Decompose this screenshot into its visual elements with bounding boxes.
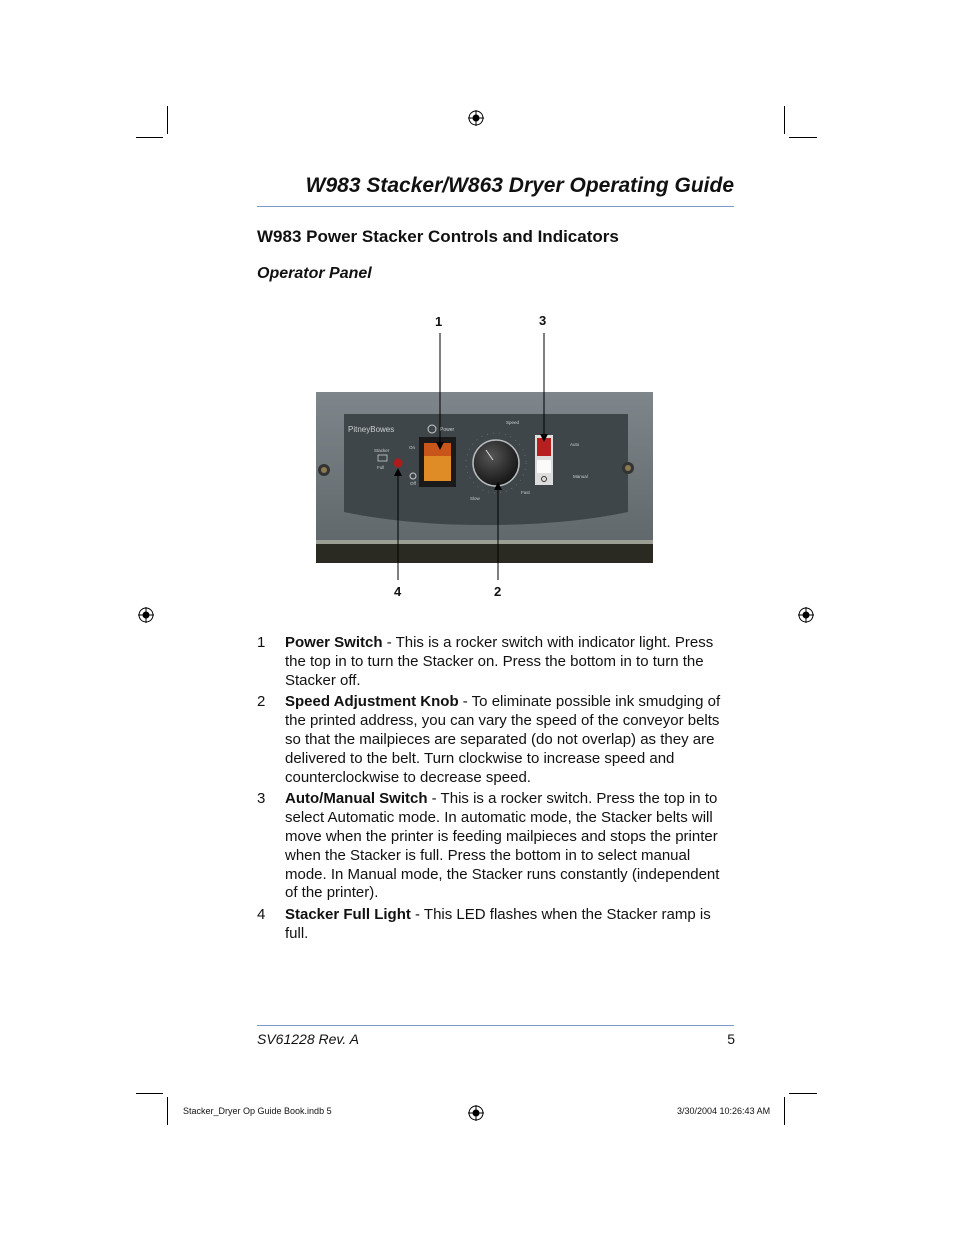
item-term: Power Switch bbox=[285, 634, 383, 651]
footer-rule bbox=[257, 1025, 734, 1026]
section-heading: W983 Power Stacker Controls and Indicators bbox=[257, 227, 619, 246]
item-number: 2 bbox=[257, 693, 266, 711]
item-number: 1 bbox=[257, 634, 266, 651]
auto-label: Auto bbox=[570, 442, 580, 447]
page-number: 5 bbox=[727, 1031, 735, 1047]
document-number: SV61228 Rev. A bbox=[257, 1031, 359, 1047]
list-item bbox=[257, 906, 735, 944]
fast-label: Fast bbox=[521, 490, 530, 495]
item-term: Speed Adjustment Knob bbox=[285, 693, 459, 711]
item-number: 4 bbox=[257, 906, 266, 924]
speed-label: Speed bbox=[506, 420, 520, 425]
item-number: 3 bbox=[257, 790, 266, 808]
page-title: W983 Stacker/W863 Dryer Operating Guide bbox=[305, 174, 734, 197]
item-text: - This LED flashes when the Stacker ramp is full. bbox=[285, 906, 711, 942]
section-subheading: Operator Panel bbox=[257, 265, 372, 282]
callout-number-4: 4 bbox=[394, 584, 402, 599]
power-label: Power bbox=[440, 427, 455, 433]
item-text: - This is a rocker switch with indicator light. Press the top in to turn the Stacker on. Press the bottom in to turn the Stacker off. bbox=[285, 634, 714, 689]
list-item bbox=[257, 693, 735, 787]
callout-number-1: 1 bbox=[435, 314, 443, 329]
description-list bbox=[257, 634, 735, 947]
list-item bbox=[257, 790, 735, 903]
list-item bbox=[257, 634, 735, 690]
full-label: Full bbox=[377, 465, 385, 470]
callout-number-3: 3 bbox=[539, 313, 547, 328]
panel-brand: PitneyBowes bbox=[348, 425, 395, 434]
manual-label: Manual bbox=[573, 474, 588, 479]
slug-file: Stacker_Dryer Op Guide Book.indb 5 bbox=[183, 1106, 332, 1116]
slug-datetime: 3/30/2004 10:26:43 AM bbox=[677, 1106, 771, 1116]
callout-number-2: 2 bbox=[494, 584, 502, 599]
on-label: On bbox=[409, 445, 416, 450]
stacker-label: Stacker bbox=[374, 448, 390, 453]
off-label: Off bbox=[410, 481, 416, 486]
slow-label: Slow bbox=[470, 496, 480, 501]
item-term: Stacker Full Light bbox=[285, 906, 411, 924]
item-text: - This is a rocker switch. Press the top in to select Automatic mode. In automatic mode, the Stacker belts will move when the printer is feeding mailpieces and stops the printer when the Stacker is full. Press the bottom in to select manual mode. In Manual mode, the Stacker runs constantly (independent of the printer). bbox=[285, 790, 720, 902]
item-term: Auto/Manual Switch bbox=[285, 790, 428, 808]
item-text: - To eliminate possible ink smudging of the printed address, you can vary the speed of the conveyor belts so that the mailpieces are separated (do not overlap) as they are delivered to the belt. Turn clockwise to increase speed and counterclockwise to decrease speed. bbox=[285, 693, 721, 786]
